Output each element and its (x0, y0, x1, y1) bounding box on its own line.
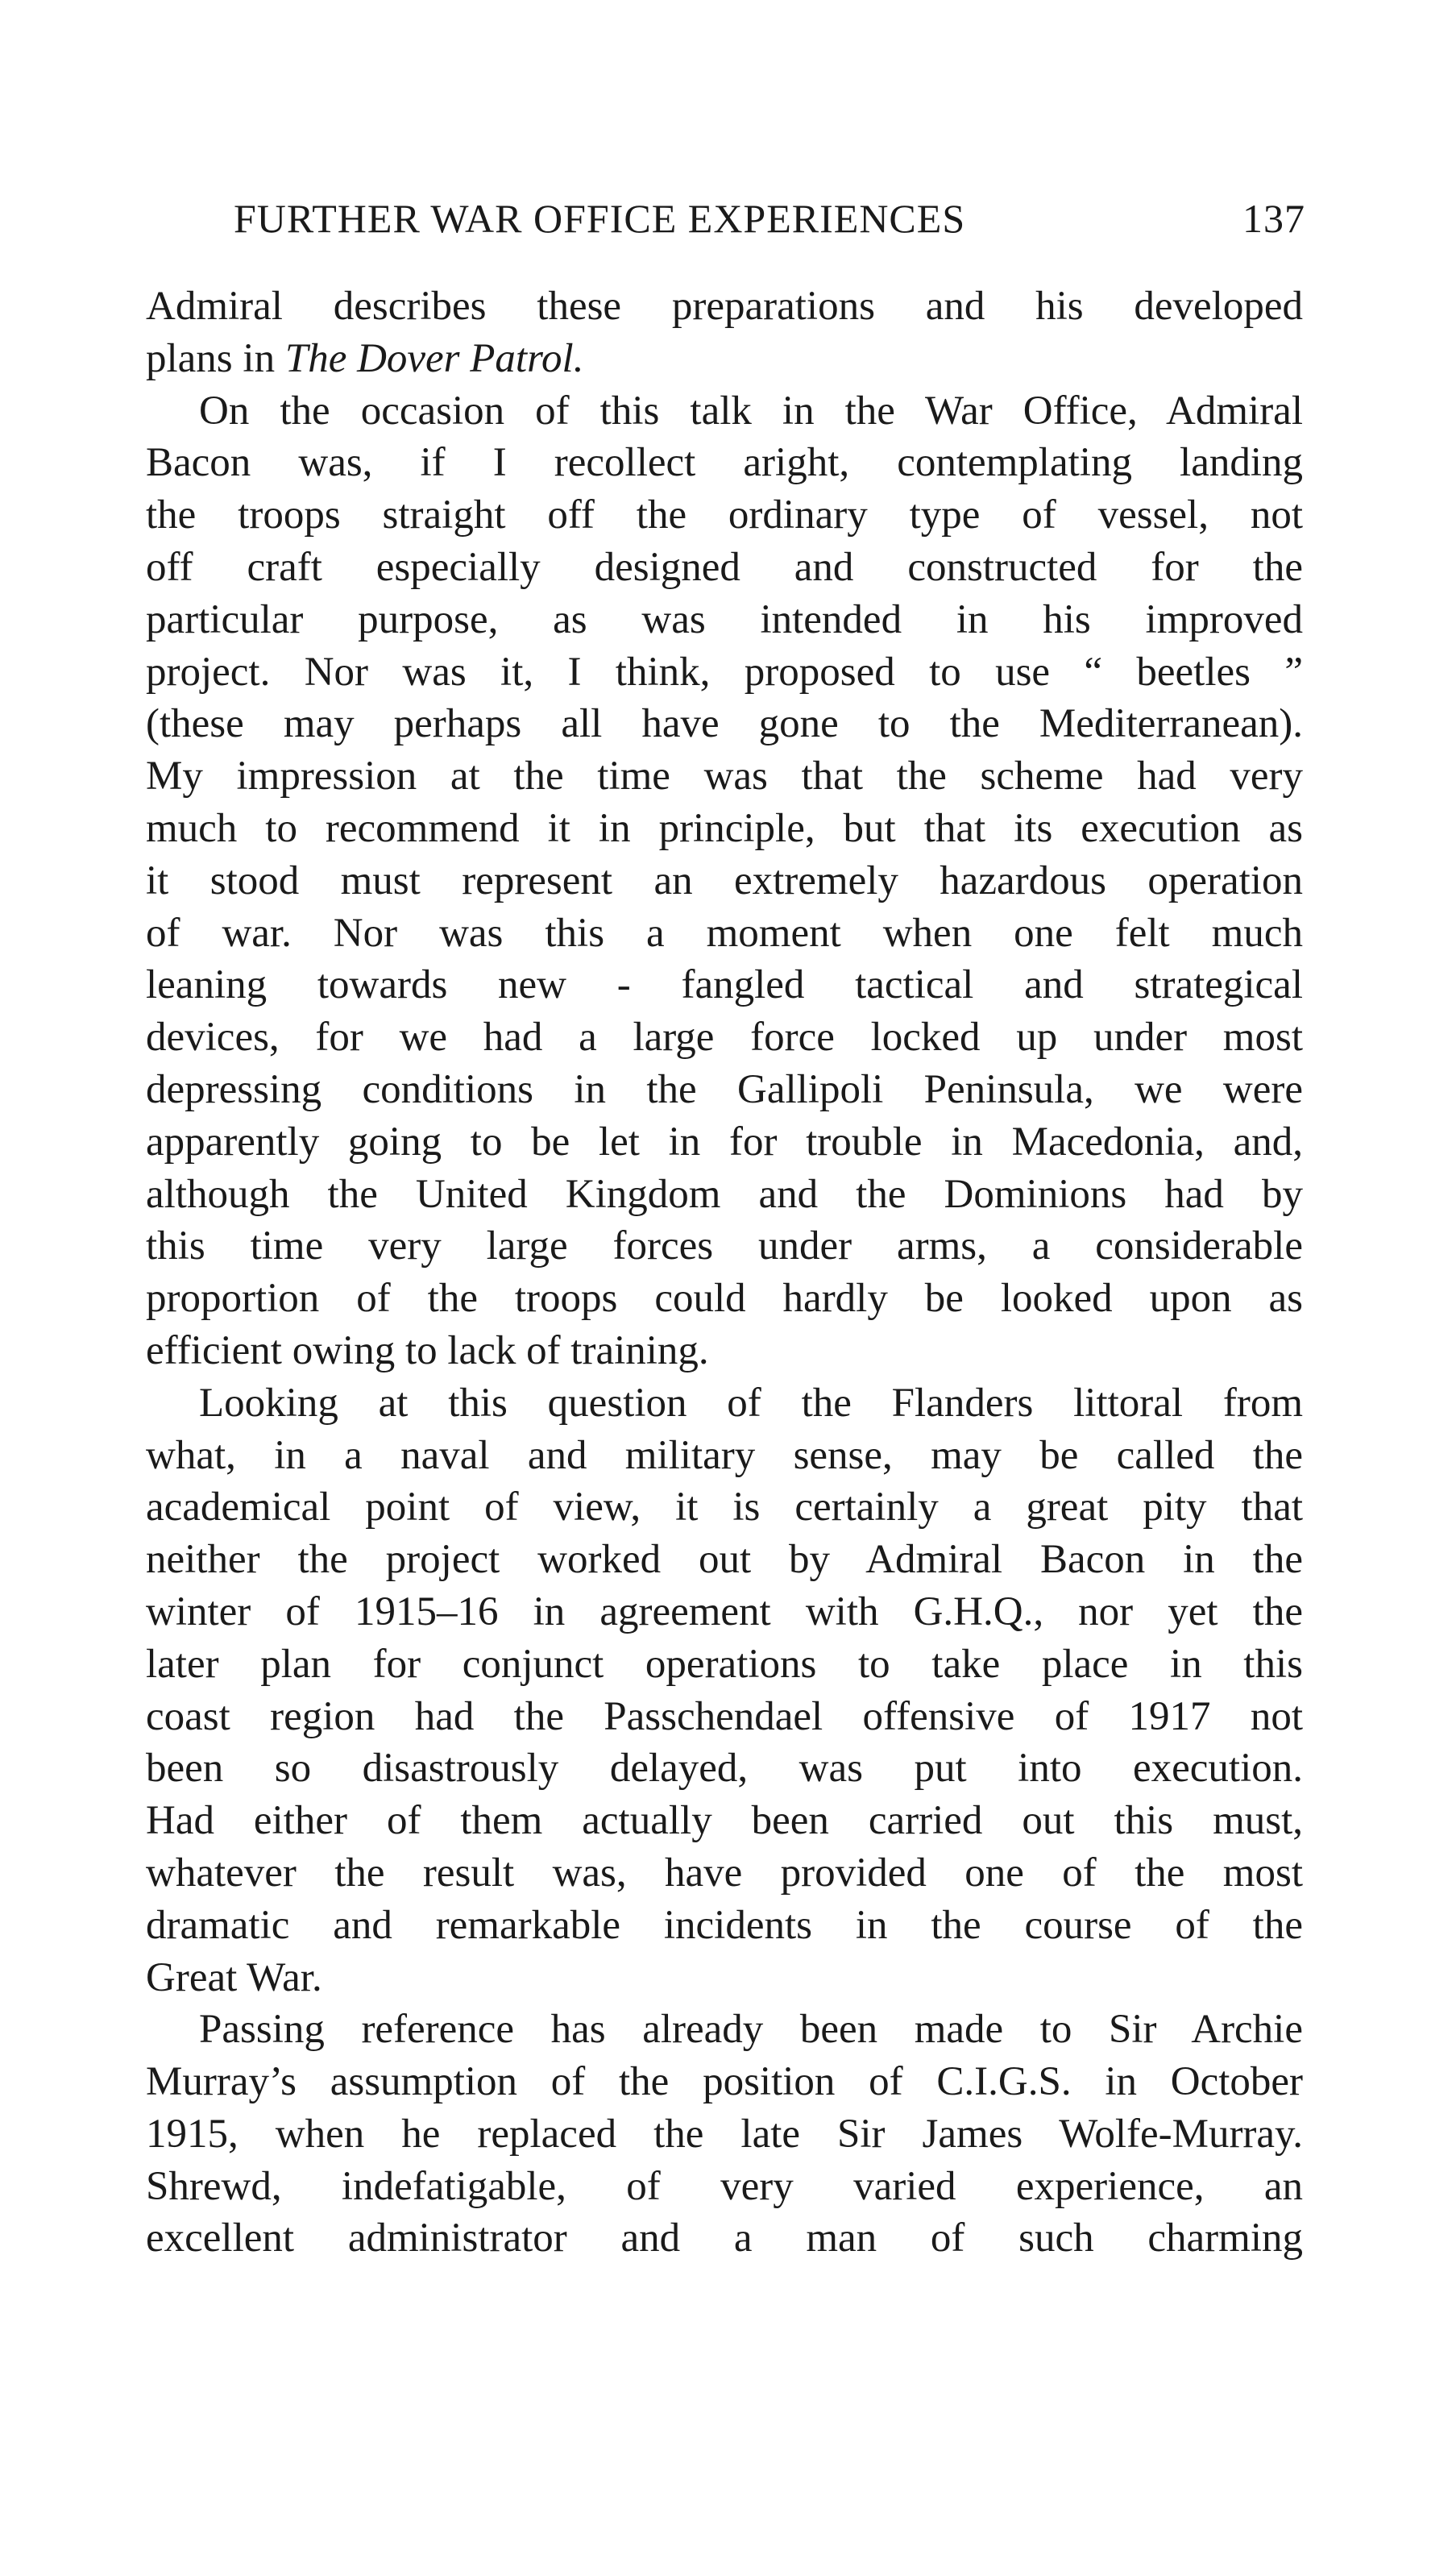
text-line: 1915, when he replaced the late Sir James Wolfe-Murray. (146, 2111, 1303, 2157)
paragraph (146, 385, 1303, 1377)
text-line: coast region had the Passchendael offensive of 1917 not (146, 1693, 1303, 1739)
text-line: project. Nor was it, I think, proposed to use “ beetles ” (146, 649, 1303, 695)
text-line: apparently going to be let in for trouble in Macedonia, and, (146, 1119, 1303, 1165)
text-line: been so disastrously delayed, was put into execution. (146, 1746, 1303, 1792)
text-line: efficient owing to lack of training. (146, 1327, 709, 1373)
paragraph (146, 1377, 1303, 2004)
text-line (146, 333, 1303, 385)
text-line: off craft especially designed and constructed for the (146, 544, 1303, 590)
page-number: 137 (1242, 196, 1305, 241)
text-line: particular purpose, as was intended in his improved (146, 596, 1303, 642)
text-line: Passing reference has already been made to Sir Archie (199, 2007, 1303, 2053)
text-line: neither the project worked out by Admiral Bacon in the (146, 1537, 1303, 1583)
text-line: excellent administrator and a man of such charming (146, 2216, 1303, 2261)
text-line: what, in a naval and military sense, may be called the (146, 1432, 1303, 1478)
text-segment: plans in (146, 335, 285, 381)
text-line: Great War. (146, 1954, 322, 2000)
text-line: Looking at this question of the Flanders littoral from (199, 1380, 1303, 1426)
text-line: the troops straight off the ordinary type of vessel, not (146, 492, 1303, 538)
text-line: Had either of them actually been carried out this must, (146, 1798, 1303, 1844)
text-line: devices, for we had a large force locked up under most (146, 1015, 1303, 1061)
text-line: later plan for conjunct operations to take place in this (146, 1641, 1303, 1687)
text-line: although the United Kingdom and the Dominions had by (146, 1171, 1303, 1217)
text-line: whatever the result was, have provided one of the most (146, 1850, 1303, 1896)
italic-title: The Dover Patrol. (284, 335, 584, 381)
text-line: of war. Nor was this a moment when one felt much (146, 910, 1303, 956)
text-line: academical point of view, it is certainly a great pity that (146, 1485, 1303, 1530)
text-line: proportion of the troops could hardly be looked upon as (146, 1276, 1303, 1322)
paragraph (146, 280, 1303, 385)
text-line: it stood must represent an extremely hazardous operation (146, 858, 1303, 903)
text-line: Admiral describes these preparations and his developed (146, 284, 1303, 329)
running-header (234, 190, 1305, 247)
text-line: Murray’s assumption of the position of C.I.G.S. in October (146, 2059, 1303, 2105)
text-line: this time very large forces under arms, a considerable (146, 1223, 1303, 1269)
text-line: On the occasion of this talk in the War Office, Admiral (199, 388, 1303, 434)
body-text (146, 280, 1303, 2265)
text-line: dramatic and remarkable incidents in the course of the (146, 1902, 1303, 1948)
text-line: leaning towards new - fangled tactical and strategical (146, 962, 1303, 1008)
text-line: winter of 1915–16 in agreement with G.H.Q., nor yet the (146, 1588, 1303, 1634)
text-line: Shrewd, indefatigable, of very varied experience, an (146, 2163, 1303, 2209)
text-line: (these may perhaps all have gone to the Mediterranean). (146, 701, 1303, 747)
text-line: My impression at the time was that the scheme had very (146, 754, 1303, 799)
running-title: FURTHER WAR OFFICE EXPERIENCES (234, 196, 966, 241)
paragraph (146, 2004, 1303, 2265)
text-line: much to recommend it in principle, but that its execution as (146, 805, 1303, 851)
text-line: Bacon was, if I recollect aright, contemplating landing (146, 440, 1303, 486)
text-line: depressing conditions in the Gallipoli Peninsula, we were (146, 1066, 1303, 1112)
